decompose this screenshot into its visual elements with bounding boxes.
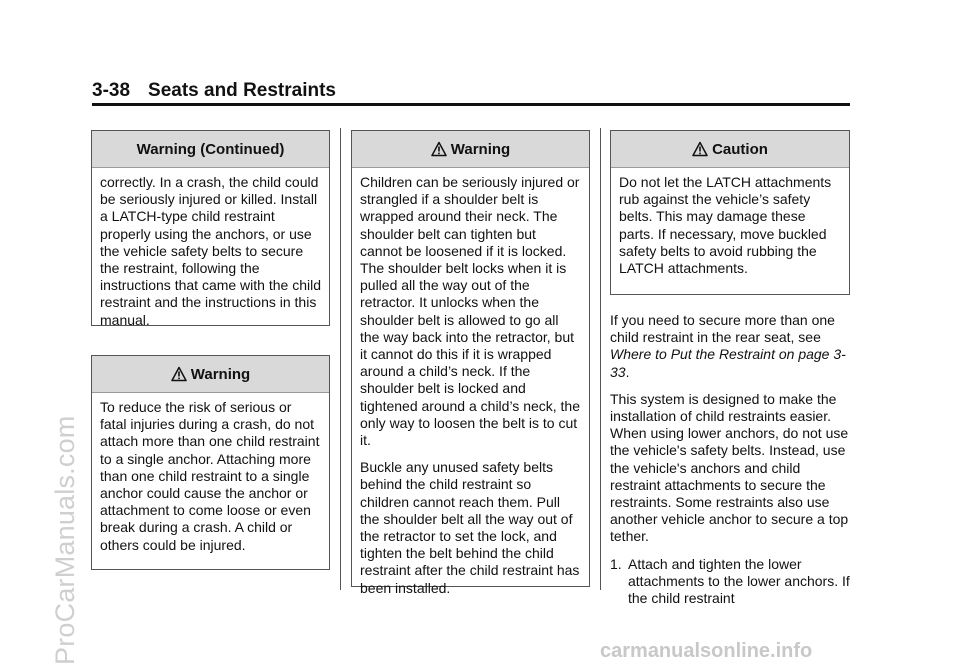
column-divider-1 <box>340 128 341 590</box>
warning-anchor-text: To reduce the risk of serious or fatal injuries during a crash, do not attach more than one child restraint to a single anchor. Attaching more than one child restraint to a single anchor could cause the anchor or attachment to come loose or even break during a crash. A child or others could be injured. <box>100 399 320 553</box>
warning-icon <box>431 141 447 157</box>
page-number: 3-38 <box>92 80 131 101</box>
caution-text: Do not let the LATCH attachments rub against the vehicle’s safety belts. This may damage these parts. If necessary, move buckled safety belts to avoid rubbing the LATCH attachments. <box>619 174 832 277</box>
para-multiple-end: . <box>625 363 630 380</box>
warning-shoulder-para2: Buckle any unused safety belts behind the child restraint so children cannot reach them. Pull the shoulder belt all the way out of the retractor to set the lock, and tighten the belt behind the child restraint after the child restraint has been installed. <box>360 459 580 596</box>
warning-shoulder-para1: Children can be seriously injured or strangled if a shoulder belt is wrapped around their neck. The shoulder belt can tighten but cannot be loosened if it is locked. The shoulder belt locks when it is pulled all the way out of the retractor. It unlocks when the shoulder belt is allowed to go all the way back into the retractor, but it cannot do this if it is wrapped around a child’s neck. If the shoulder belt is locked and tightened around a child’s neck, the only way to loosen the belt is to cut it. <box>360 174 581 449</box>
step-1-text: Attach and tighten the lower attachments to the lower anchors. If the child restraint <box>628 555 850 607</box>
page-header <box>92 80 336 102</box>
caution-box <box>610 130 850 295</box>
body-text-column3 <box>610 312 854 607</box>
footer-watermark: carmanualsonline.info <box>600 640 813 662</box>
warning-anchor-header <box>92 356 329 393</box>
warning-continued-box <box>91 130 330 326</box>
warning-box-shoulder-belt <box>351 130 590 596</box>
column-divider-2 <box>600 128 601 590</box>
warning-box-anchor <box>91 355 330 570</box>
side-watermark: ProCarManuals.com <box>50 415 80 665</box>
para-multiple-text: If you need to secure more than one child restraint in the rear seat, see <box>610 312 835 346</box>
warning-continued-text: correctly. In a crash, the child could be seriously injured or killed. Install a LATCH-type child restraint properly using the anchors, or use the vehicle safety belts to secure the restraint, following the instructions that came with the child restraint and the instructions in this manual. <box>100 174 321 328</box>
section-title: Seats and Restraints <box>148 80 336 101</box>
warning-anchor-title: Warning <box>190 365 251 383</box>
para-system-design: This system is designed to make the installation of child restraints easier. When using lower anchors, do not use the vehicle's safety belts. Instead, use the vehicle's anchors and child restraint attachments to secure the restraints. Some restraints also use another vehicle anchor to secure a top tether. <box>610 390 849 545</box>
caution-header <box>611 131 849 168</box>
cross-reference-link[interactable]: Where to Put the Restraint on page 3-33 <box>610 346 846 380</box>
caution-title: Caution <box>712 140 768 158</box>
caution-icon <box>692 141 708 157</box>
header-rule <box>92 103 850 106</box>
step-1 <box>610 556 854 608</box>
para-multiple-restraints <box>610 312 854 381</box>
warning-shoulder-header <box>352 131 589 168</box>
warning-shoulder-title: Warning <box>450 140 511 158</box>
step-1-number: 1. <box>610 555 622 572</box>
warning-continued-title: Warning (Continued) <box>92 131 329 168</box>
warning-icon <box>171 366 187 382</box>
